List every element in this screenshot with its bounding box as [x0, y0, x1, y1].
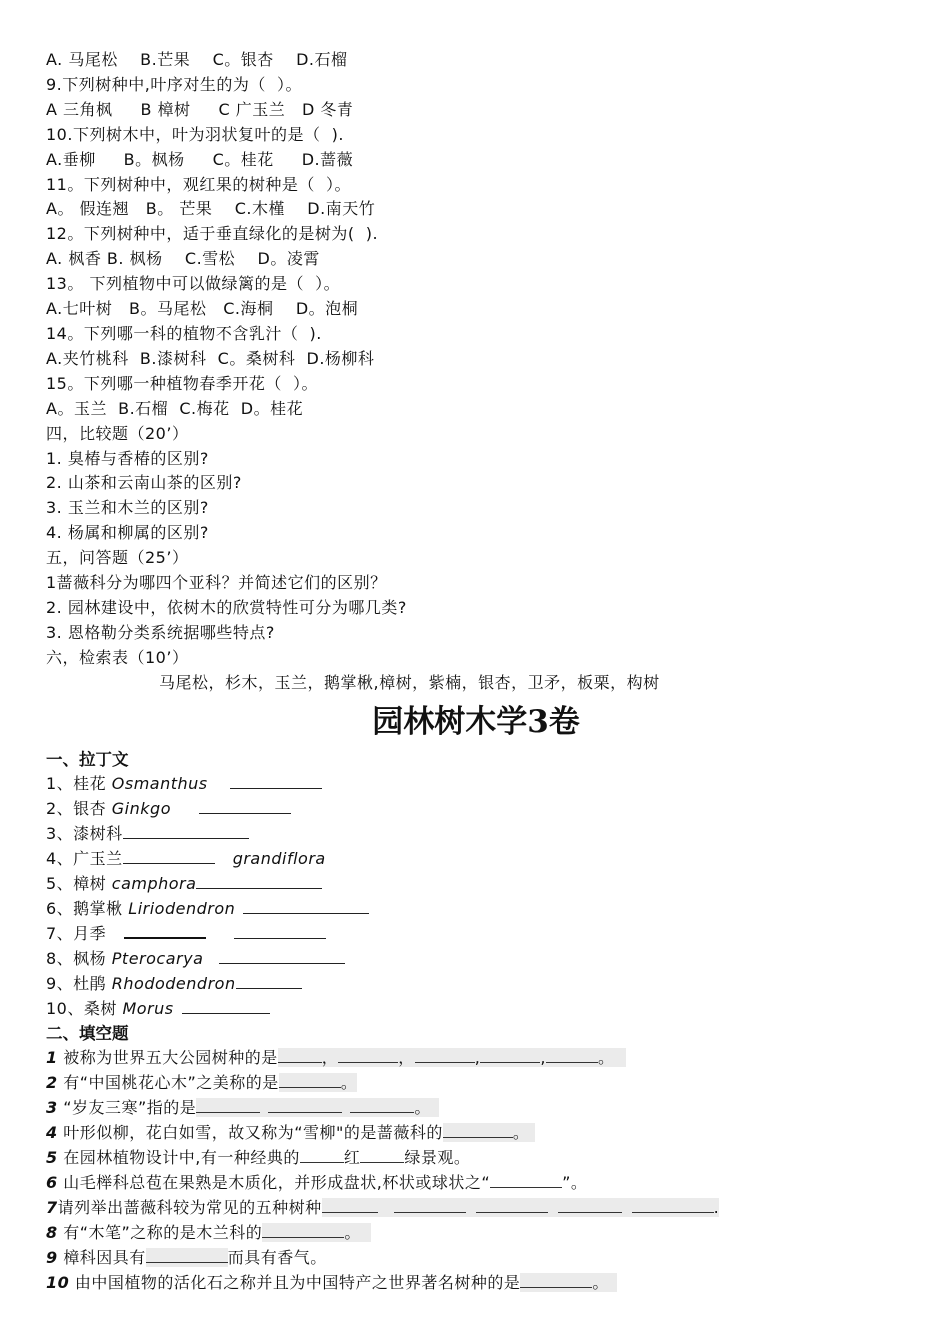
- text-line: 10.下列树木中，叶为羽状复叶的是（ ).: [46, 124, 344, 144]
- latin-item: [46, 947, 906, 972]
- fill-item: [46, 1096, 906, 1121]
- item-number: 7: [46, 1197, 58, 1217]
- question-item: 2. 园林建设中，依树木的欣赏特性可分为哪几类?: [46, 597, 407, 617]
- answer-blank[interactable]: [350, 1098, 414, 1113]
- answer-blank[interactable]: [123, 849, 215, 864]
- text-line: A。 假连翘 B。 芒果 C.木槿 D.南天竹: [46, 199, 376, 219]
- question-item: 2. 山茶和云南山茶的区别?: [46, 473, 242, 493]
- answer-blank[interactable]: [480, 1048, 540, 1063]
- answer-blank[interactable]: [520, 1273, 592, 1288]
- item-label: 7、月季: [46, 923, 112, 943]
- item-text: 绿景观。: [404, 1148, 471, 1168]
- answer-blank[interactable]: [196, 874, 322, 889]
- item-number: 8: [46, 1222, 58, 1242]
- question-item: 1. 臭椿与香椿的区别?: [46, 448, 209, 468]
- question-item: 3. 恩格勒分类系统据哪些特点?: [46, 622, 275, 642]
- fill-item: [46, 1171, 906, 1196]
- item-text: “岁友三寒”指的是: [57, 1098, 197, 1118]
- latin-name: grandiflora: [232, 849, 326, 869]
- answer-blank[interactable]: [443, 1123, 513, 1138]
- item-label: 9、杜鹃: [46, 973, 112, 993]
- fill-item: [46, 1071, 906, 1096]
- latin-name: Liriodendron: [128, 899, 236, 918]
- answer-blank[interactable]: [476, 1198, 548, 1213]
- answer-blank[interactable]: [199, 799, 291, 814]
- key-section: [46, 646, 906, 696]
- fill-item: [46, 1146, 906, 1171]
- answer-blank[interactable]: [300, 1148, 344, 1163]
- text-line: 9.下列树种中,叶序对生的为（ ）。: [46, 74, 303, 94]
- item-text: 。: [344, 1222, 361, 1242]
- answer-blank[interactable]: [546, 1048, 598, 1063]
- latin-name: camphora: [111, 874, 197, 894]
- answer-blank[interactable]: [236, 974, 302, 989]
- item-text: 请列举出蔷薇科较为常见的五种树种: [57, 1197, 322, 1217]
- item-text: 。: [592, 1272, 609, 1292]
- fill-section: [46, 1022, 906, 1296]
- answer-blank[interactable]: [123, 824, 249, 839]
- section-heading: 五，问答题（25’）: [46, 548, 189, 568]
- item-number: 9: [46, 1247, 58, 1267]
- latin-name: Rhododendron: [111, 973, 236, 993]
- text-line: A。玉兰 B.石榴 C.梅花 D。桂花: [46, 398, 304, 418]
- answer-blank[interactable]: [322, 1198, 378, 1213]
- text-line: 15。下列哪一种植物春季开花（ ）。: [46, 373, 319, 393]
- item-text: 山毛榉科总苞在果熟是木质化，并形成盘状,杯状或球状之“: [57, 1172, 491, 1192]
- item-number: 2: [46, 1073, 58, 1093]
- item-text: 由中国植物的活化石之称并且为中国特产之世界著名树种的是: [69, 1272, 521, 1292]
- section-heading: 二、填空题: [46, 1023, 129, 1043]
- answer-blank[interactable]: [278, 1048, 322, 1063]
- fill-item: [46, 1221, 906, 1246]
- item-number: 10: [46, 1272, 70, 1292]
- item-text: 樟科因具有: [57, 1247, 146, 1267]
- section-heading: 四，比较题（20’）: [46, 423, 189, 443]
- choice-questions: [46, 48, 906, 422]
- item-number: 3: [46, 1098, 58, 1118]
- latin-item: [46, 847, 906, 872]
- comparison-section: [46, 422, 906, 547]
- item-label: 10、桑树: [46, 998, 123, 1018]
- fill-item: [46, 1121, 906, 1146]
- latin-item: [46, 972, 906, 997]
- latin-item: [46, 822, 906, 847]
- species-list: 马尾松，杉木，玉兰，鹅掌楸,樟树，紫楠，银杏，卫矛，板栗，构树: [159, 672, 660, 692]
- latin-item: [46, 997, 906, 1022]
- separator: ，: [398, 1048, 415, 1068]
- question-item: 1蔷薇科分为哪四个亚科？并简述它们的区别？: [46, 573, 387, 593]
- text-line: A 三角枫 B 樟树 C 广玉兰 D 冬青: [46, 99, 354, 119]
- latin-item: [46, 922, 906, 947]
- answer-blank[interactable]: [219, 949, 345, 964]
- item-text: 被称为世界五大公园树种的是: [57, 1048, 278, 1068]
- item-label: 5、樟树: [46, 874, 112, 894]
- text-line: A. 马尾松 B.芒果 C。银杏 D.石榴: [46, 50, 348, 69]
- question-item: 3. 玉兰和木兰的区别?: [46, 498, 209, 518]
- latin-item: [46, 897, 906, 922]
- answer-blank[interactable]: [360, 1148, 404, 1163]
- item-text: 红: [343, 1148, 361, 1168]
- item-number: 6: [46, 1172, 58, 1192]
- section-heading: 六，检索表（10’）: [46, 647, 189, 667]
- answer-blank[interactable]: [338, 1048, 398, 1063]
- item-text: 在园林植物设计中,有一种经典的: [57, 1148, 300, 1168]
- latin-item: [46, 797, 906, 822]
- exam-page: [46, 48, 906, 1296]
- item-number: 4: [46, 1123, 58, 1143]
- text-line: 14。下列哪一科的植物不含乳汁（ ).: [46, 323, 322, 343]
- item-label: 1、桂花: [46, 774, 112, 794]
- separator: ,: [540, 1048, 546, 1068]
- answer-blank[interactable]: [558, 1198, 622, 1213]
- latin-name: Osmanthus: [111, 774, 208, 794]
- text-line: A.夹竹桃科 B.漆树科 C。桑树科 D.杨柳科: [46, 348, 375, 368]
- exam-title: 园林树木学3卷: [372, 703, 580, 740]
- fill-item: [46, 1046, 906, 1071]
- item-text: 。: [512, 1123, 530, 1143]
- item-label: 2、银杏: [46, 799, 112, 819]
- latin-name: Pterocarya: [111, 948, 204, 968]
- qa-section: [46, 546, 906, 646]
- fill-item: [46, 1246, 906, 1271]
- latin-name: Ginkgo: [111, 799, 171, 819]
- item-text: 。: [340, 1073, 358, 1093]
- latin-item: [46, 772, 906, 797]
- item-label: 6、鹅掌楸: [46, 899, 129, 918]
- answer-blank[interactable]: [243, 899, 369, 914]
- answer-blank[interactable]: [632, 1198, 714, 1213]
- answer-blank[interactable]: [394, 1198, 466, 1213]
- text-line: 11。下列树种中，观红果的树种是（ ）。: [46, 174, 352, 194]
- answer-blank[interactable]: [146, 1248, 228, 1263]
- item-text: 。: [414, 1098, 431, 1118]
- answer-blank[interactable]: [415, 1048, 475, 1063]
- separator: ，: [321, 1048, 339, 1068]
- answer-blank[interactable]: [262, 1223, 344, 1238]
- item-text: 。: [597, 1048, 615, 1068]
- latin-name: Morus: [122, 998, 174, 1018]
- text-line: 12。下列树种中，适于垂直绿化的是树为( ).: [46, 224, 379, 244]
- item-text: 叶形似柳，花白如雪，故又称为“雪柳"的是蔷薇科的: [57, 1123, 443, 1143]
- answer-blank[interactable]: [230, 774, 322, 789]
- text-line: A.垂柳 B。枫杨 C。桂花 D.蔷薇: [46, 149, 354, 169]
- separator: ,: [474, 1048, 481, 1068]
- fill-item: [46, 1196, 906, 1221]
- item-text: 有“木笔”之称的是木兰科的: [57, 1222, 263, 1242]
- fill-item: [46, 1271, 906, 1296]
- answer-blank[interactable]: [196, 1098, 260, 1113]
- latin-item: [46, 872, 906, 897]
- question-item: 4. 杨属和柳属的区别?: [46, 523, 209, 543]
- item-text: 有“中国桃花心木”之美称的是: [57, 1073, 279, 1093]
- answer-blank[interactable]: [124, 923, 206, 939]
- item-text: 而具有香气。: [227, 1247, 327, 1267]
- answer-blank[interactable]: [279, 1073, 341, 1088]
- item-text: ”。: [562, 1172, 588, 1192]
- item-label: 4、广玉兰: [46, 849, 123, 869]
- text-line: A.七叶树 B。马尾松 C.海桐 D。泡桐: [46, 299, 359, 319]
- answer-blank[interactable]: [490, 1173, 562, 1188]
- latin-section: [46, 748, 906, 1022]
- text-line: A. 枫香 B. 枫杨 C.雪松 D。凌霄: [46, 249, 320, 269]
- text-line: 13。 下列植物中可以做绿篱的是（ ）。: [46, 274, 341, 294]
- item-number: 1: [46, 1048, 58, 1068]
- item-label: 3、漆树科: [46, 824, 123, 844]
- answer-blank[interactable]: [268, 1098, 342, 1113]
- answer-blank[interactable]: [182, 999, 270, 1014]
- item-number: 5: [46, 1148, 58, 1168]
- answer-blank[interactable]: [234, 924, 326, 939]
- item-text: .: [713, 1197, 720, 1217]
- item-label: 8、枫杨: [46, 948, 112, 968]
- section-heading: 一、拉丁文: [46, 749, 129, 769]
